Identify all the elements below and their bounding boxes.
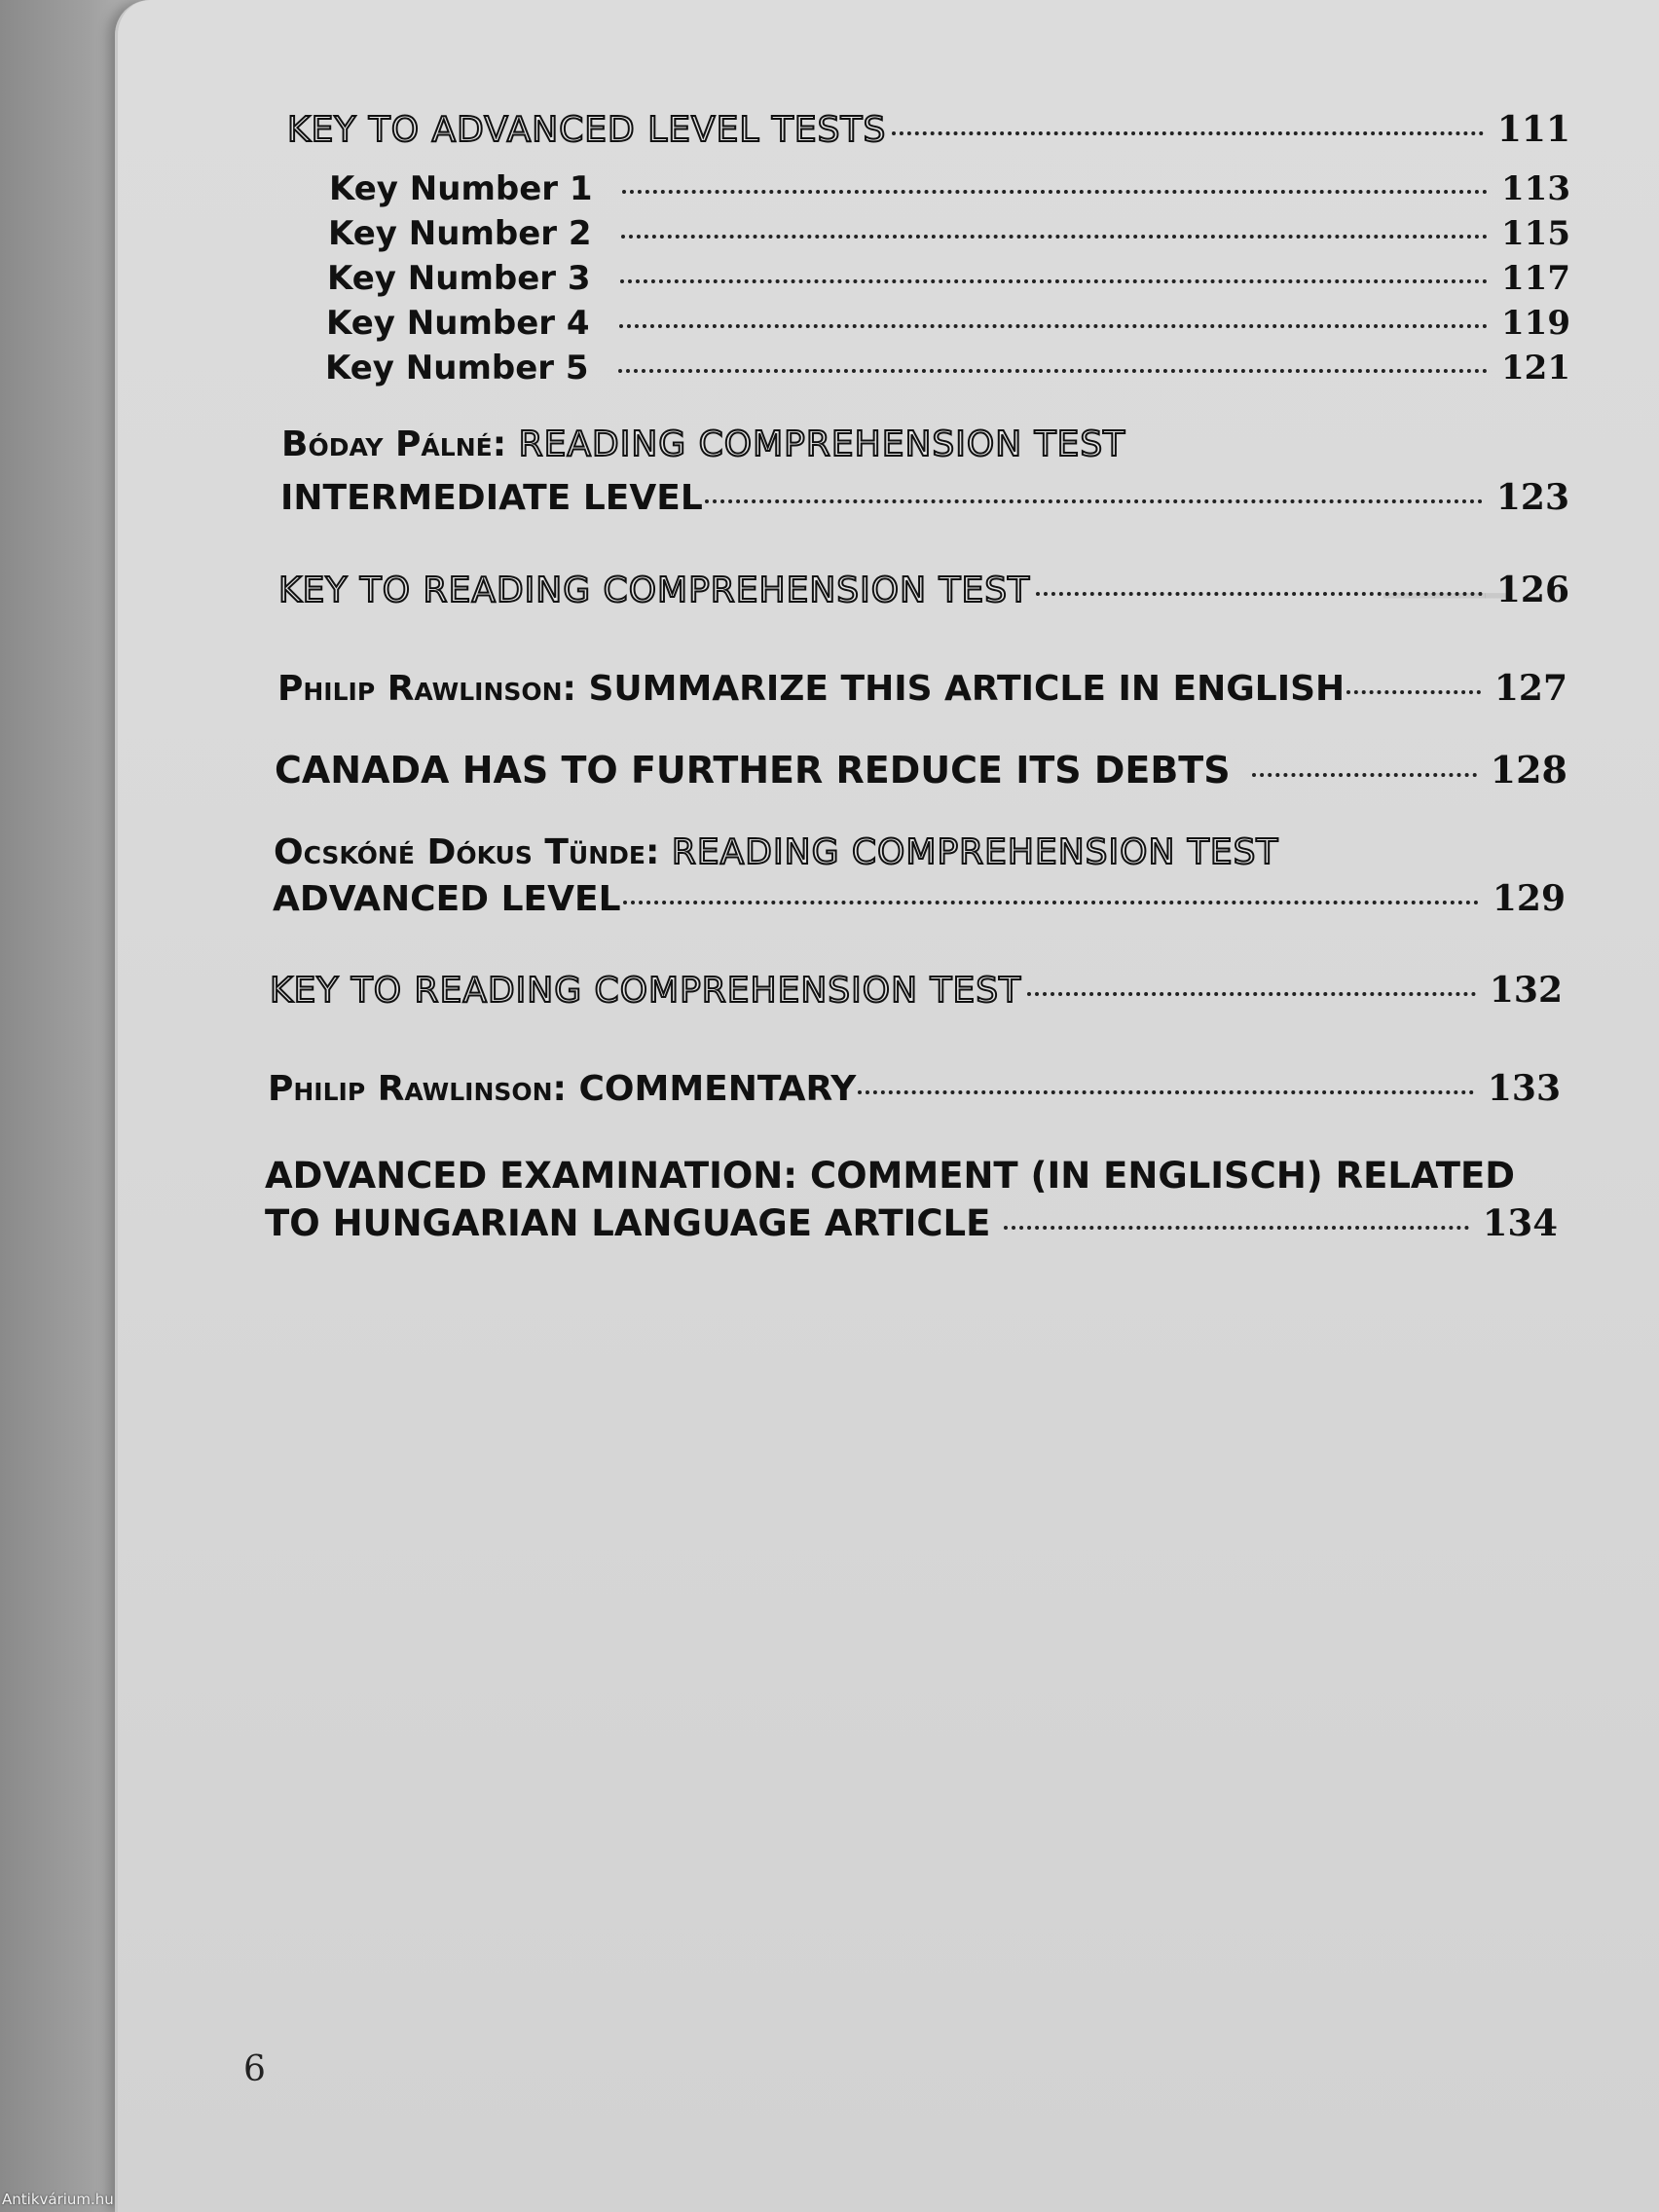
toc-page-number: 126 xyxy=(1495,570,1569,610)
dot-leader xyxy=(1252,773,1477,777)
toc-entry-key-reading-1[interactable] xyxy=(278,570,1569,610)
dot-leader xyxy=(1346,690,1481,694)
toc-entry-advanced-exam-line2[interactable] xyxy=(265,1201,1558,1244)
dot-leader xyxy=(622,190,1488,194)
toc-title: Key Number 1 xyxy=(329,169,593,208)
dot-leader xyxy=(618,369,1488,373)
toc-entry-commentary[interactable] xyxy=(268,1068,1561,1109)
toc-title: ADVANCED LEVEL xyxy=(273,879,621,919)
toc-title: CANADA HAS TO FURTHER REDUCE ITS DEBTS xyxy=(275,749,1231,792)
toc-entry-advanced-exam-line1[interactable] xyxy=(265,1155,1515,1197)
show-through-text: ▔▔▔▔▔ xyxy=(1383,594,1511,633)
toc-page-number: 129 xyxy=(1492,878,1566,919)
toc-entry-reading-advanced-line2[interactable] xyxy=(273,878,1566,919)
dot-leader xyxy=(1036,592,1483,596)
toc-author: Bóday Pálné: xyxy=(281,424,507,464)
toc-page-number: 121 xyxy=(1501,349,1570,387)
toc-subentry-key-4[interactable] xyxy=(326,304,1570,343)
toc-page-number: 132 xyxy=(1489,970,1563,1011)
toc-entry-key-advanced[interactable] xyxy=(287,109,1570,150)
dot-leader xyxy=(892,131,1484,135)
toc-subentry-key-3[interactable] xyxy=(327,259,1570,298)
toc-title: Key Number 4 xyxy=(326,304,590,343)
page-number: 6 xyxy=(243,2049,266,2089)
toc-page-number: 117 xyxy=(1501,259,1570,298)
toc-page-number: 127 xyxy=(1493,668,1567,709)
toc-title: KEY TO READING COMPREHENSION TEST xyxy=(270,971,1022,1011)
toc-title: INTERMEDIATE LEVEL xyxy=(280,478,703,518)
toc-title-text: COMMENTARY xyxy=(578,1069,857,1109)
dot-leader xyxy=(1004,1226,1468,1230)
toc-page-number: 113 xyxy=(1501,169,1570,208)
toc-page-number: 115 xyxy=(1501,214,1570,253)
toc-entry-summarize[interactable] xyxy=(277,668,1567,709)
dot-leader xyxy=(623,901,1479,904)
toc-title: Key Number 5 xyxy=(325,349,589,387)
toc-page-number: 123 xyxy=(1495,477,1569,518)
dot-leader xyxy=(619,324,1488,328)
dot-leader xyxy=(620,279,1488,283)
watermark-text: Antikvárium.hu xyxy=(2,2191,114,2208)
toc-subentry-key-5[interactable] xyxy=(325,349,1570,387)
toc-entry-canada[interactable] xyxy=(275,748,1567,792)
toc-entry-key-reading-2[interactable] xyxy=(270,970,1563,1011)
toc-page-number: 128 xyxy=(1490,748,1567,792)
toc-title: READING COMPREHENSION TEST xyxy=(518,424,1126,464)
dot-leader xyxy=(858,1090,1474,1094)
toc-author: Philip Rawlinson: xyxy=(277,669,576,709)
dot-leader xyxy=(1027,992,1476,996)
toc-subentry-key-2[interactable] xyxy=(328,214,1570,253)
dot-leader xyxy=(705,499,1483,503)
toc-entry-reading-intermediate-line2[interactable] xyxy=(280,477,1569,518)
toc-author: Philip Rawlinson: xyxy=(268,1069,567,1109)
toc-title: Key Number 2 xyxy=(328,214,592,253)
toc-title: KEY TO READING COMPREHENSION TEST xyxy=(278,571,1031,610)
toc-title-text: SUMMARIZE THIS ARTICLE IN ENGLISH xyxy=(588,669,1346,709)
toc-subentry-key-1[interactable] xyxy=(329,169,1570,208)
toc-title: TO HUNGARIAN LANGUAGE ARTICLE xyxy=(265,1202,991,1244)
toc-author: Ocskóné Dókus Tünde: xyxy=(274,832,660,872)
toc-title xyxy=(268,1069,856,1109)
toc-title: KEY TO ADVANCED LEVEL TESTS xyxy=(287,110,887,150)
toc-page-number: 119 xyxy=(1501,304,1570,343)
toc-title xyxy=(277,669,1345,709)
toc-title: READING COMPREHENSION TEST xyxy=(671,832,1279,872)
toc-page-number: 134 xyxy=(1482,1201,1558,1244)
toc-title: Key Number 3 xyxy=(327,259,591,298)
toc-page-number: 111 xyxy=(1496,109,1570,150)
dot-leader xyxy=(621,235,1488,239)
toc-page-number: 133 xyxy=(1487,1068,1561,1109)
toc-entry-reading-intermediate-line1[interactable] xyxy=(281,424,1125,464)
toc-title: ADVANCED EXAMINATION: COMMENT (IN ENGLISCH) RELATED xyxy=(265,1155,1515,1197)
toc-entry-reading-advanced-line1[interactable] xyxy=(274,832,1278,872)
